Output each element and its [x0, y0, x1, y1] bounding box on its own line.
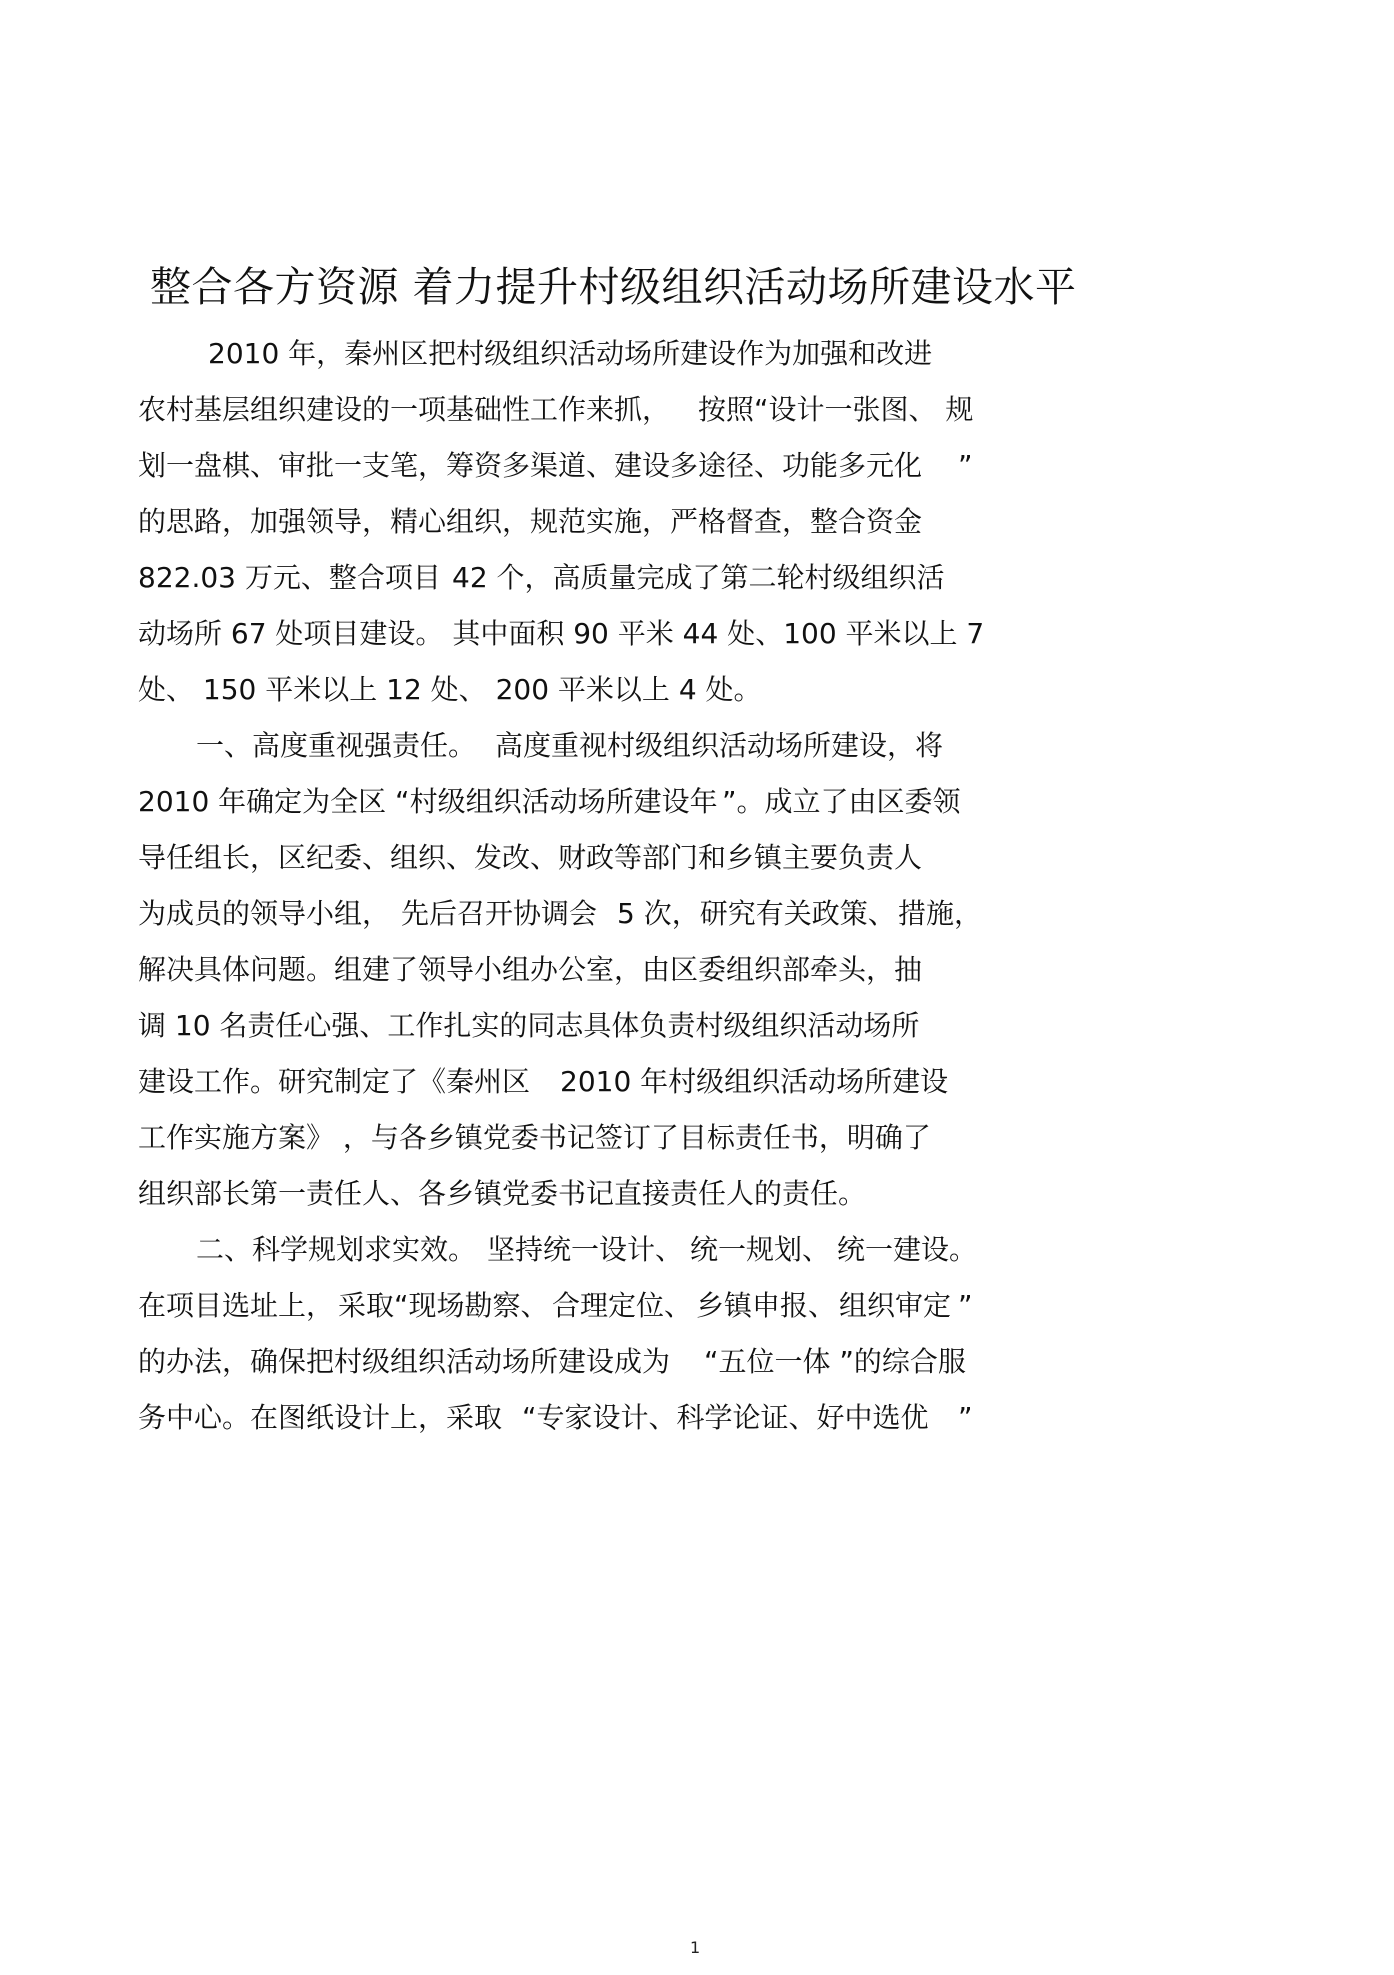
- paragraph-line: [0, 726, 1394, 766]
- text-segment: ”: [958, 1401, 973, 1434]
- paragraph-line: [0, 1174, 1394, 1214]
- text-segment: 2010 年村级组织活动场所建设: [560, 1065, 949, 1098]
- text-segment: 解决具体问题。组建了领导小组办公室，由区委组织部牵头，抽: [138, 953, 923, 986]
- text-segment: 的办法，确保把村级组织活动场所建设成为: [138, 1345, 671, 1378]
- paragraph-line: [0, 782, 1394, 822]
- text-segment: 建设工作。研究制定了《秦州区: [138, 1065, 531, 1098]
- text-segment: 组织部长第一责任人、各乡镇党委书记直接责任人的责任。: [138, 1177, 867, 1210]
- text-segment: “五位一体 ”的综合服: [704, 1345, 966, 1378]
- text-segment: 42 个，高质量完成了第二轮村级组织活: [452, 561, 945, 594]
- paragraph-line: [0, 334, 1394, 374]
- text-segment: 高度重视村级组织活动场所建设，将: [495, 729, 944, 762]
- text-segment: 导任组长，区纪委、组织、发改、财政等部门和乡镇主要负责人: [138, 841, 923, 874]
- text-segment: 采取“现场勘察、: [338, 1289, 549, 1322]
- text-segment: ”。成立了由区委领: [722, 785, 961, 818]
- text-segment: 调 10 名责任心强、工作扎实的同志具体负责村级组织活动场所: [138, 1009, 920, 1042]
- text-segment: 坚持统一设计、: [487, 1233, 684, 1266]
- text-segment: ”: [958, 1289, 973, 1322]
- text-segment: 在项目选址上，: [138, 1289, 335, 1322]
- paragraph-line: [0, 838, 1394, 878]
- paragraph-line: [0, 950, 1394, 990]
- page-number: 1: [690, 1938, 701, 1957]
- paragraph-line: [0, 1342, 1394, 1382]
- paragraph-line: [0, 894, 1394, 934]
- text-segment: 动场所 67 处项目建设。 其中面积 90 平米 44 处、100 平米以上 7: [138, 617, 985, 650]
- text-segment: 处、 150 平米以上 12 处、 200 平米以上 4 处。: [138, 673, 762, 706]
- paragraph-line: [0, 502, 1394, 542]
- paragraph-line: [0, 1286, 1394, 1326]
- paragraph-line: [0, 670, 1394, 710]
- text-segment: 先后召开协调会: [401, 897, 598, 930]
- paragraph-line: [0, 446, 1394, 486]
- text-segment: 为成员的领导小组，: [138, 897, 391, 930]
- paragraph-line: [0, 1118, 1394, 1158]
- text-segment: ”: [958, 449, 973, 482]
- text-segment: 措施，: [898, 897, 983, 930]
- text-segment: “专家设计、科学论证、好中选优: [522, 1401, 929, 1434]
- text-segment: 务中心。在图纸设计上，采取: [138, 1401, 503, 1434]
- paragraph-line: [0, 1398, 1394, 1438]
- paragraph-line: [0, 1230, 1394, 1270]
- text-segment: 统一规划、: [690, 1233, 831, 1266]
- document-title: 整合各方资源 着力提升村级组织活动场所建设水平: [150, 263, 1077, 311]
- text-segment: 二、科学规划求实效。: [196, 1233, 477, 1266]
- paragraph-line: [0, 1006, 1394, 1046]
- text-segment: 统一建设。: [837, 1233, 978, 1266]
- text-segment: 工作实施方案》 ，与各乡镇党委书记签订了目标责任书，明确了: [138, 1121, 931, 1154]
- text-segment: 合理定位、: [552, 1289, 693, 1322]
- text-segment: 乡镇申报、: [696, 1289, 837, 1322]
- text-segment: 组织审定: [839, 1289, 952, 1322]
- paragraph-line: [0, 558, 1394, 598]
- paragraph-line: [0, 614, 1394, 654]
- text-segment: 2010 年确定为全区 “村级组织活动场所建设年: [138, 785, 718, 818]
- text-segment: 822.03 万元、整合项目: [138, 561, 441, 594]
- text-segment: 2010 年，秦州区把村级组织活动场所建设作为加强和改进: [208, 337, 933, 370]
- paragraph-line: [0, 390, 1394, 430]
- paragraph-line: [0, 1062, 1394, 1102]
- text-segment: 按照“设计一张图、 规: [698, 393, 974, 426]
- text-segment: 的思路，加强领导，精心组织，规范实施，严格督查，整合资金: [138, 505, 923, 538]
- text-segment: 一、高度重视强责任。: [196, 729, 477, 762]
- text-segment: 划一盘棋、审批一支笔，筹资多渠道、建设多途径、功能多元化: [138, 449, 923, 482]
- text-segment: 农村基层组织建设的一项基础性工作来抓，: [138, 393, 671, 426]
- text-segment: 5 次，研究有关政策、: [617, 897, 896, 930]
